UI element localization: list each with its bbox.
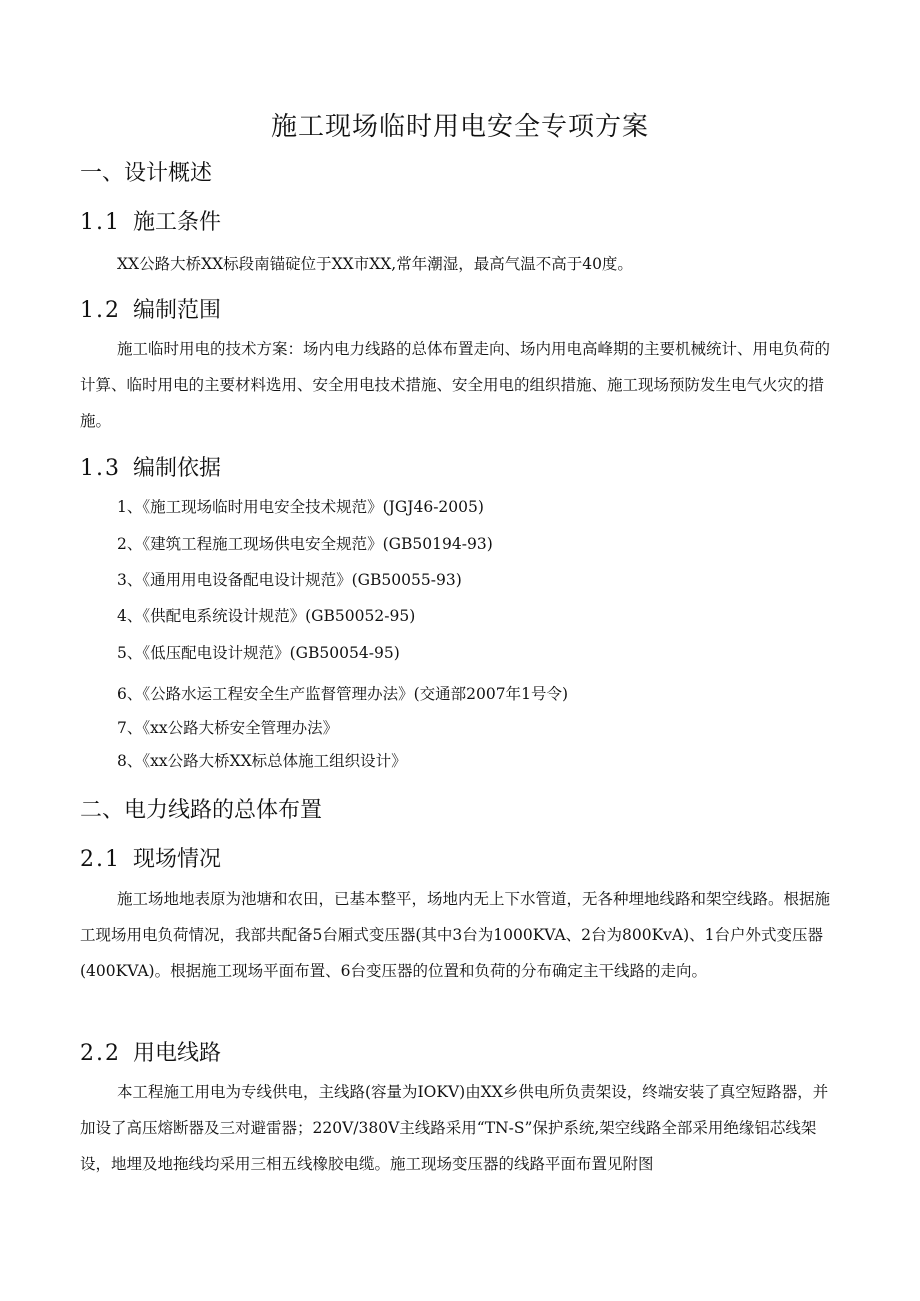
reference-item: 7、《xx公路大桥安全管理办法》 bbox=[117, 719, 339, 737]
reference-item: 5、《低压配电设计规范》(GB50054-95) bbox=[117, 644, 400, 662]
subsection-1-2-text: 施工临时用电的技术方案：场内电力线路的总体布置走向、场内用电高峰期的主要机械统计、用电负荷的计算、临时用电的主要材料选用、安全用电技术措施、安全用电的组织措施、施工现场预防发生电气火灾的措施。 bbox=[80, 340, 831, 430]
reference-item: 8、《xx公路大桥XX标总体施工组织设计》 bbox=[117, 752, 407, 770]
subsection-1-1-text: XX公路大桥XX标段南锚碇位于XX市XX,常年潮湿，最高气温不高于40度。 bbox=[117, 255, 633, 273]
subsection-2-2-heading bbox=[80, 1036, 221, 1067]
subsection-2-1-number: 2.1 bbox=[80, 847, 121, 872]
reference-item: 4、《供配电系统设计规范》(GB50052-95) bbox=[117, 607, 416, 625]
subsection-2-1-title: 现场情况 bbox=[133, 847, 222, 872]
reference-item: 3、《通用用电设备配电设计规范》(GB50055-93) bbox=[117, 571, 462, 589]
reference-item: 1、《施工现场临时用电安全技术规范》(JGJ46-2005) bbox=[117, 498, 484, 516]
subsection-1-2-heading bbox=[80, 293, 221, 324]
subsection-1-1-heading bbox=[80, 205, 221, 236]
subsection-1-2-number: 1.2 bbox=[80, 298, 121, 323]
subsection-1-3-number: 1.3 bbox=[80, 456, 121, 481]
subsection-1-3-heading bbox=[80, 451, 221, 482]
subsection-2-2-number: 2.2 bbox=[80, 1041, 121, 1066]
document-title: 施工现场临时用电安全专项方案 bbox=[270, 112, 649, 142]
subsection-2-2-title: 用电线路 bbox=[133, 1041, 222, 1066]
subsection-2-2-text: 本工程施工用电为专线供电，主线路(容量为IOKV)由XX乡供电所负责架设，终端安装了真空短路器，并加设了高压熔断器及三对避雷器；220V/380V主线路采用“TN-S”保护系统,架空线路全部采用绝缘铝芯线架设，地埋及地拖线均采用三相五线橡胶电缆。施工现场变压器的线路平面布置见附图 bbox=[80, 1083, 829, 1173]
subsection-1-2-title: 编制范围 bbox=[133, 298, 222, 323]
section-1-heading: 一、设计概述 bbox=[80, 161, 213, 186]
subsection-2-1-heading bbox=[80, 842, 221, 873]
reference-item: 2、《建筑工程施工现场供电安全规范》(GB50194-93) bbox=[117, 535, 493, 553]
subsection-2-1-text: 施工场地地表原为池塘和农田，已基本整平，场地内无上下水管道，无各种埋地线路和架空线路。根据施工现场用电负荷情况，我部共配备5台厢式变压器(其中3台为1000KVA、2台为800KvA)、1台户外式变压器(400KVA)。根据施工现场平面布置、6台变压器的位置和负荷的分布确定主干线路的走向。 bbox=[80, 890, 831, 980]
subsection-1-1-title: 施工条件 bbox=[133, 210, 222, 235]
section-2-heading: 二、电力线路的总体布置 bbox=[80, 798, 323, 823]
subsection-1-1-number: 1.1 bbox=[80, 210, 121, 235]
reference-item: 6、《公路水运工程安全生产监督管理办法》(交通部2007年1号令) bbox=[117, 685, 569, 703]
subsection-1-3-title: 编制依据 bbox=[133, 456, 222, 481]
